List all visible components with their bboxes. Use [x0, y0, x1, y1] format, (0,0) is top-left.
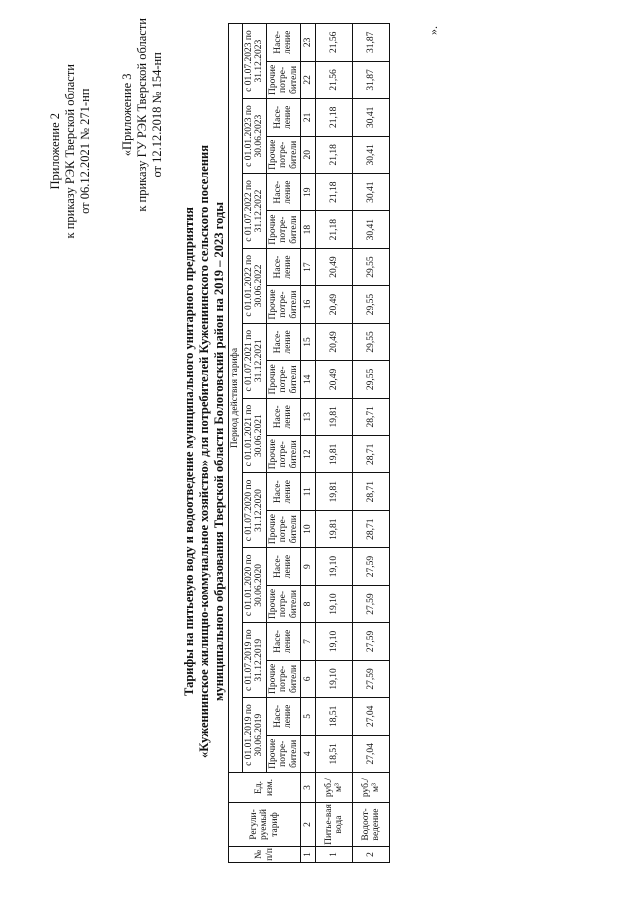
others-header: Прочие потре-бители [266, 361, 301, 398]
column-number: 9 [301, 548, 316, 585]
column-number: 18 [301, 211, 316, 248]
tariff-value: 27,59 [353, 548, 390, 585]
period-cell: с 01.07.2023 по 31.12.2023 [242, 24, 266, 99]
tariff-value: 30,41 [353, 99, 390, 136]
column-number: 2 [301, 803, 316, 847]
column-number: 8 [301, 585, 316, 622]
tariff-value: 19,81 [316, 436, 353, 473]
tariff-value: 27,04 [353, 698, 390, 735]
appendix3-line: «Приложение 3 [120, 73, 134, 157]
tariff-value: 20,49 [316, 323, 353, 360]
period-cell: с 01.01.2021 по 30.06.2021 [242, 398, 266, 473]
column-number: 21 [301, 99, 316, 136]
others-header: Прочие потре-бители [266, 136, 301, 173]
tariff-value: 29,55 [353, 248, 390, 285]
tariff-value: 19,10 [316, 548, 353, 585]
row-number: 2 [353, 847, 390, 863]
population-header: Насе-ление [266, 548, 301, 585]
col-unit-header: Ед. изм. [229, 773, 301, 803]
appendix-header [48, 64, 93, 238]
tariff-value: 29,55 [353, 286, 390, 323]
column-number-row [301, 24, 316, 863]
tariff-value: 30,41 [353, 211, 390, 248]
table-row [353, 24, 390, 863]
col-no-header: № п/п [229, 847, 301, 863]
appendix3-header [120, 18, 165, 212]
column-number: 11 [301, 473, 316, 510]
population-header: Насе-ление [266, 99, 301, 136]
column-number: 20 [301, 136, 316, 173]
tariff-value: 19,81 [316, 510, 353, 547]
column-number: 17 [301, 248, 316, 285]
period-cell: с 01.01.2020 по 30.06.2020 [242, 548, 266, 623]
others-header: Прочие потре-бители [266, 660, 301, 697]
tariff-value: 28,71 [353, 436, 390, 473]
tariff-value: 21,18 [316, 136, 353, 173]
others-header: Прочие потре-бители [266, 286, 301, 323]
tariff-value: 20,49 [316, 286, 353, 323]
period-header: Период действия тарифа [229, 24, 243, 773]
tariff-body [316, 24, 390, 863]
table-row [316, 24, 353, 863]
tariff-value: 31,87 [353, 61, 390, 98]
tariff-value: 21,56 [316, 24, 353, 62]
population-header: Насе-ление [266, 473, 301, 510]
closing-quote: ». [426, 26, 440, 35]
tariff-value: 29,55 [353, 361, 390, 398]
row-tariff-name: Питье-вая вода [316, 803, 353, 847]
title-line: «Кужениинское жилищно-коммунальное хозяйство» для потребителей Кужениинского сельского поселения [197, 145, 211, 759]
column-number: 14 [301, 361, 316, 398]
tariff-value: 29,55 [353, 323, 390, 360]
tariff-value: 27,59 [353, 585, 390, 622]
others-header: Прочие потре-бители [266, 211, 301, 248]
others-header: Прочие потре-бители [266, 510, 301, 547]
row-unit: руб./м³ [353, 773, 390, 803]
row-tariff-name: Водоот-ведение [353, 803, 390, 847]
tariff-value: 28,71 [353, 473, 390, 510]
population-header: Насе-ление [266, 623, 301, 660]
others-header: Прочие потре-бители [266, 735, 301, 772]
tariff-value: 21,18 [316, 174, 353, 211]
column-number: 10 [301, 510, 316, 547]
tariff-value: 19,10 [316, 585, 353, 622]
period-row [242, 24, 266, 863]
header-row [229, 24, 243, 863]
column-number: 3 [301, 773, 316, 803]
title-line: муниципального образования Тверской области Бологовский район на 2019 – 2023 годы [212, 201, 226, 702]
tariff-value: 27,59 [353, 660, 390, 697]
row-unit: руб./м³ [316, 773, 353, 803]
tariff-value: 19,10 [316, 623, 353, 660]
tariff-table [228, 23, 390, 863]
tariff-value: 21,18 [316, 211, 353, 248]
column-number: 15 [301, 323, 316, 360]
tariff-value: 27,59 [353, 623, 390, 660]
period-cell: с 01.07.2021 по 31.12.2021 [242, 323, 266, 398]
appendix-line: Приложение 2 [48, 113, 62, 190]
population-header: Насе-ление [266, 398, 301, 435]
column-number: 16 [301, 286, 316, 323]
column-number: 1 [301, 847, 316, 863]
tariff-value: 27,04 [353, 735, 390, 772]
others-header: Прочие потре-бители [266, 585, 301, 622]
population-header: Насе-ление [266, 24, 301, 62]
others-header: Прочие потре-бители [266, 61, 301, 98]
column-number: 5 [301, 698, 316, 735]
others-header: Прочие потре-бители [266, 436, 301, 473]
tariff-value: 28,71 [353, 510, 390, 547]
population-header: Насе-ление [266, 323, 301, 360]
tariff-value: 30,41 [353, 136, 390, 173]
column-number: 19 [301, 174, 316, 211]
consumer-group-row [266, 24, 301, 863]
period-cell: с 01.07.2022 по 31.12.2022 [242, 174, 266, 249]
tariff-value: 18,51 [316, 735, 353, 772]
column-number: 22 [301, 61, 316, 98]
population-header: Насе-ление [266, 248, 301, 285]
period-cell: с 01.01.2023 по 30.06.2023 [242, 99, 266, 174]
tariff-value: 21,56 [316, 61, 353, 98]
tariff-value: 20,49 [316, 248, 353, 285]
title-line: Тарифы на питьевую воду и водоотведение муниципального унитарного предприятия [182, 207, 196, 696]
tariff-value: 30,41 [353, 174, 390, 211]
column-number: 6 [301, 660, 316, 697]
period-cell: с 01.07.2020 по 31.12.2020 [242, 473, 266, 548]
column-number: 13 [301, 398, 316, 435]
appendix-line: от 06.12.2021 № 271-нп [78, 88, 92, 214]
appendix-line: к приказу РЭК Тверской области [63, 64, 77, 239]
appendix3-line: к приказу ГУ РЭК Тверской области [135, 18, 149, 212]
period-cell: с 01.07.2019 по 31.12.2019 [242, 623, 266, 698]
column-number: 7 [301, 623, 316, 660]
column-number: 23 [301, 24, 316, 62]
period-cell: с 01.01.2019 по 30.06.2019 [242, 698, 266, 773]
column-number: 12 [301, 436, 316, 473]
population-header: Насе-ление [266, 698, 301, 735]
tariff-value: 20,49 [316, 361, 353, 398]
tariff-value: 19,81 [316, 473, 353, 510]
column-number: 4 [301, 735, 316, 772]
population-header: Насе-ление [266, 174, 301, 211]
tariff-value: 19,81 [316, 398, 353, 435]
tariff-value: 18,51 [316, 698, 353, 735]
appendix3-line: от 12.12.2018 № 154-нп [150, 52, 164, 178]
row-number: 1 [316, 847, 353, 863]
tariff-value: 28,71 [353, 398, 390, 435]
tariff-value: 31,87 [353, 24, 390, 62]
document-title [182, 0, 227, 903]
tariff-value: 19,10 [316, 660, 353, 697]
tariff-value: 21,18 [316, 99, 353, 136]
period-cell: с 01.01.2022 по 30.06.2022 [242, 248, 266, 323]
col-tariff-header: Регули-руемый тариф [229, 803, 301, 847]
